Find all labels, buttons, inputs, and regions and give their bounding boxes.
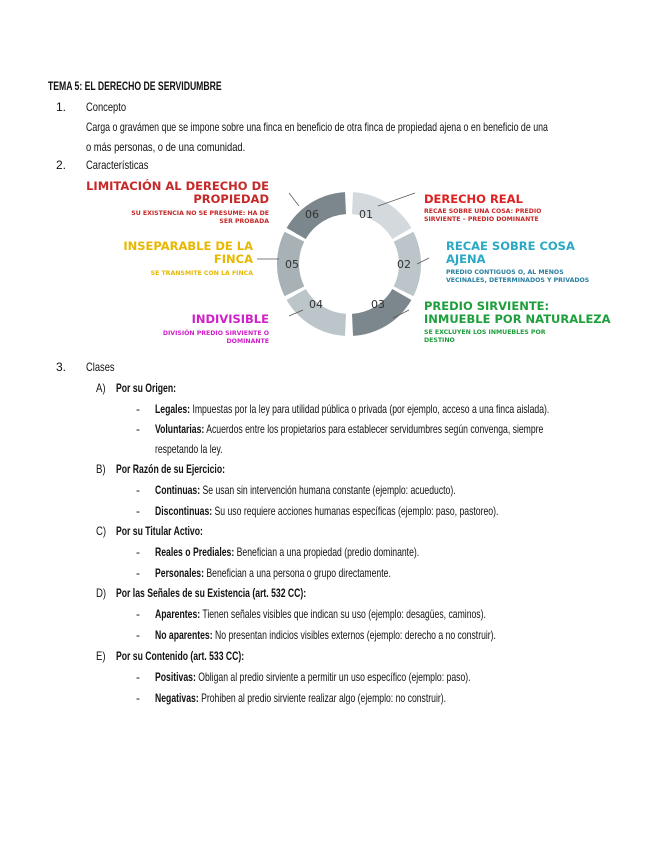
bullet-negativas: Negativas: Prohiben al predio sirviente realizar algo (ejemplo: no construir). — [155, 691, 447, 705]
bullet-discontinuas: Discontinuas: Su uso requiere acciones humanas específicas (ejemplo: paso, pastoreo). — [155, 504, 499, 518]
segment-label-03: 03 — [371, 298, 385, 311]
sub-derecho-real-1: RECAE SOBRE UNA COSA: PREDIO — [424, 208, 542, 215]
sub-limitacion-1: SU EXISTENCIA NO SE PRESUME: HA DE — [131, 210, 269, 217]
bullet-dash: - — [136, 607, 140, 621]
bullet-voluntarias-cont: respetando la ley. — [155, 442, 223, 456]
bullet-dash: - — [136, 566, 140, 580]
sub-predio-2: DESTINO — [424, 337, 455, 344]
bullet-dash: - — [136, 670, 140, 684]
segment-label-01: 01 — [359, 208, 373, 221]
ring-chart — [84, 175, 615, 353]
concepto-label: Concepto — [86, 100, 127, 114]
sub-indivisible-1: DIVISIÓN PREDIO SIRVIENTE O — [162, 330, 269, 337]
item-number: 2. — [56, 158, 67, 172]
class-heading-e: Por su Contenido (art. 533 CC): — [116, 649, 245, 663]
class-heading-c: Por su Titular Activo: — [116, 524, 203, 538]
class-letter: D) — [96, 586, 107, 600]
sub-limitacion-2: SER PROBADA — [219, 218, 269, 225]
label-predio-1: PREDIO SIRVIENTE: — [424, 299, 550, 313]
label-recae-2: AJENA — [446, 252, 486, 266]
class-letter: A) — [96, 381, 106, 395]
label-inseparable-2: FINCA — [213, 252, 253, 266]
bullet-dash: - — [136, 483, 140, 497]
sub-recae-1: PREDIO CONTIGUOS O, AL MENOS — [446, 269, 564, 276]
bullet-dash: - — [136, 545, 140, 559]
concepto-text-line1: Carga o gravámen que se impone sobre una finca en beneficio de otra finca de propiedad ajena o en beneficio de una — [86, 120, 548, 134]
concepto-text-line2: o más personas, o de una comunidad. — [86, 140, 246, 154]
sub-predio-1: SE EXCLUYEN LOS INMUEBLES POR — [424, 329, 546, 336]
label-inseparable-1: INSEPARABLE DE LA — [123, 239, 253, 253]
bullet-voluntarias: Voluntarias: Acuerdos entre los propietarios para establecer servidumbres según convenga, siempre — [155, 422, 544, 436]
class-heading-d: Por las Señales de su Existencia (art. 532 CC): — [116, 586, 307, 600]
item-number: 1. — [56, 100, 67, 114]
characteristics-diagram — [84, 175, 615, 353]
sub-inseparable-1: SE TRANSMITE CON LA FINCA — [150, 270, 253, 277]
clases-label: Clases — [86, 360, 115, 374]
caracteristicas-label: Características — [86, 158, 149, 172]
class-letter: C) — [96, 524, 107, 538]
bullet-reales: Reales o Prediales: Benefician a una propiedad (predio dominante). — [155, 545, 420, 559]
sub-indivisible-2: DOMINANTE — [226, 338, 269, 345]
class-letter: B) — [96, 462, 106, 476]
label-derecho-real: DERECHO REAL — [424, 192, 523, 206]
label-indivisible: INDIVISIBLE — [191, 312, 269, 326]
page-title: TEMA 5: EL DERECHO DE SERVIDUMBRE — [48, 79, 222, 93]
class-letter: E) — [96, 649, 106, 663]
item-number: 3. — [56, 360, 67, 374]
segment-label-06: 06 — [305, 208, 319, 221]
bullet-positivas: Positivas: Obligan al predio sirviente a permitir un uso específico (ejemplo: paso). — [155, 670, 471, 684]
sub-recae-2: VECINALES, DETERMINADOS Y PRIVADOS — [446, 277, 590, 284]
segment-label-02: 02 — [397, 258, 411, 271]
label-limitacion-2: PROPIEDAD — [193, 192, 269, 206]
bullet-no-aparentes: No aparentes: No presentan indicios visibles externos (ejemplo: derecho a no construir). — [155, 628, 496, 642]
bullet-dash: - — [136, 691, 140, 705]
bullet-dash: - — [136, 422, 140, 436]
sub-derecho-real-2: SIRVIENTE – PREDIO DOMINANTE — [424, 216, 539, 223]
bullet-dash: - — [136, 504, 140, 518]
label-recae-1: RECAE SOBRE COSA — [446, 239, 575, 253]
ring-segment-03 — [352, 289, 411, 336]
bullet-legales: Legales: Impuestas por la ley para utilidad pública o privada (por ejemplo, acceso a una finca aislada). — [155, 402, 550, 416]
segment-label-05: 05 — [285, 258, 299, 271]
bullet-continuas: Continuas: Se usan sin intervención humana constante (ejemplo: acueducto). — [155, 483, 456, 497]
label-predio-2: INMUEBLE POR NATURALEZA — [424, 312, 611, 326]
class-heading-a: Por su Origen: — [116, 381, 177, 395]
bullet-aparentes: Aparentes: Tienen señales visibles que indican su uso (ejemplo: desagües, caminos). — [155, 607, 486, 621]
bullet-personales: Personales: Benefician a una persona o grupo directamente. — [155, 566, 391, 580]
segment-label-04: 04 — [309, 298, 323, 311]
class-heading-b: Por Razón de su Ejercicio: — [116, 462, 225, 476]
bullet-dash: - — [136, 402, 140, 416]
bullet-dash: - — [136, 628, 140, 642]
ring-segment-04 — [287, 289, 346, 336]
label-limitacion-1: LIMITACIÓN AL DERECHO DE — [86, 179, 269, 193]
